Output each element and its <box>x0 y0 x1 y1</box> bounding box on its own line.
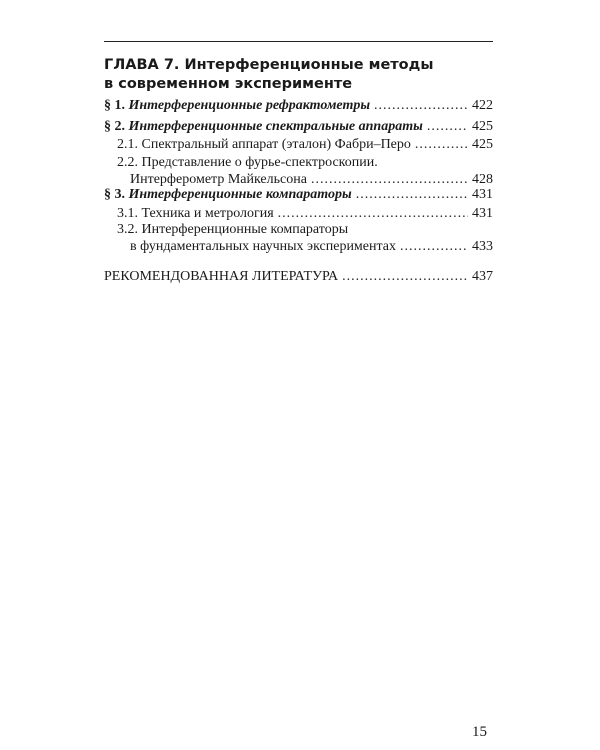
toc-entry-2-1[interactable] <box>117 136 493 154</box>
bibliography-title: РЕКОМЕНДОВАННАЯ ЛИТЕРАТУРА <box>104 269 339 284</box>
dot-leader <box>415 136 468 154</box>
page-ref: 425 <box>472 137 493 152</box>
dot-leader <box>400 238 468 256</box>
page-ref: 437 <box>472 269 493 284</box>
page-ref: 431 <box>472 206 493 221</box>
toc-entry-section-2[interactable] <box>104 118 493 136</box>
section-title: Интерференционные компараторы <box>128 187 352 202</box>
page-ref: 433 <box>472 239 493 254</box>
subsection-title: в фундаментальных научных экспериментах <box>130 239 396 254</box>
chapter-title-line1: ГЛАВА 7. Интерференционные методы <box>104 57 434 73</box>
subsection-title-line1: 3.2. Интерференционные компараторы <box>117 222 349 237</box>
toc-entry-3-2[interactable] <box>130 238 493 256</box>
section-number: § 2. <box>104 119 125 134</box>
page-ref: 428 <box>472 172 493 187</box>
section-number: § 1. <box>104 98 125 113</box>
top-rule <box>104 41 493 42</box>
dot-leader <box>374 97 468 115</box>
section-title: Интерференционные спектральные аппараты <box>128 119 423 134</box>
page-ref: 422 <box>472 98 493 113</box>
chapter-title-line2: в современном эксперименте <box>104 76 353 92</box>
toc-entry-section-1[interactable] <box>104 97 493 115</box>
page-number: 15 <box>472 724 487 740</box>
subsection-title-line1: 2.2. Представление о фурье-спектроскопии. <box>117 155 378 170</box>
section-title: Интерференционные рефрактометры <box>128 98 371 113</box>
page-ref: 425 <box>472 119 493 134</box>
subsection-title: 2.1. Спектральный аппарат (эталон) Фабри–Перо <box>117 137 411 152</box>
chapter-heading <box>104 56 493 94</box>
subsection-title: Интерферометр Майкельсона <box>130 172 307 187</box>
section-number: § 3. <box>104 187 125 202</box>
page-ref: 431 <box>472 187 493 202</box>
dot-leader <box>427 118 468 136</box>
toc-entry-section-3[interactable] <box>104 186 493 204</box>
dot-leader <box>342 268 468 286</box>
dot-leader <box>356 186 468 204</box>
toc-entry-bibliography[interactable] <box>104 268 493 286</box>
subsection-title: 3.1. Техника и метрология <box>117 206 274 221</box>
